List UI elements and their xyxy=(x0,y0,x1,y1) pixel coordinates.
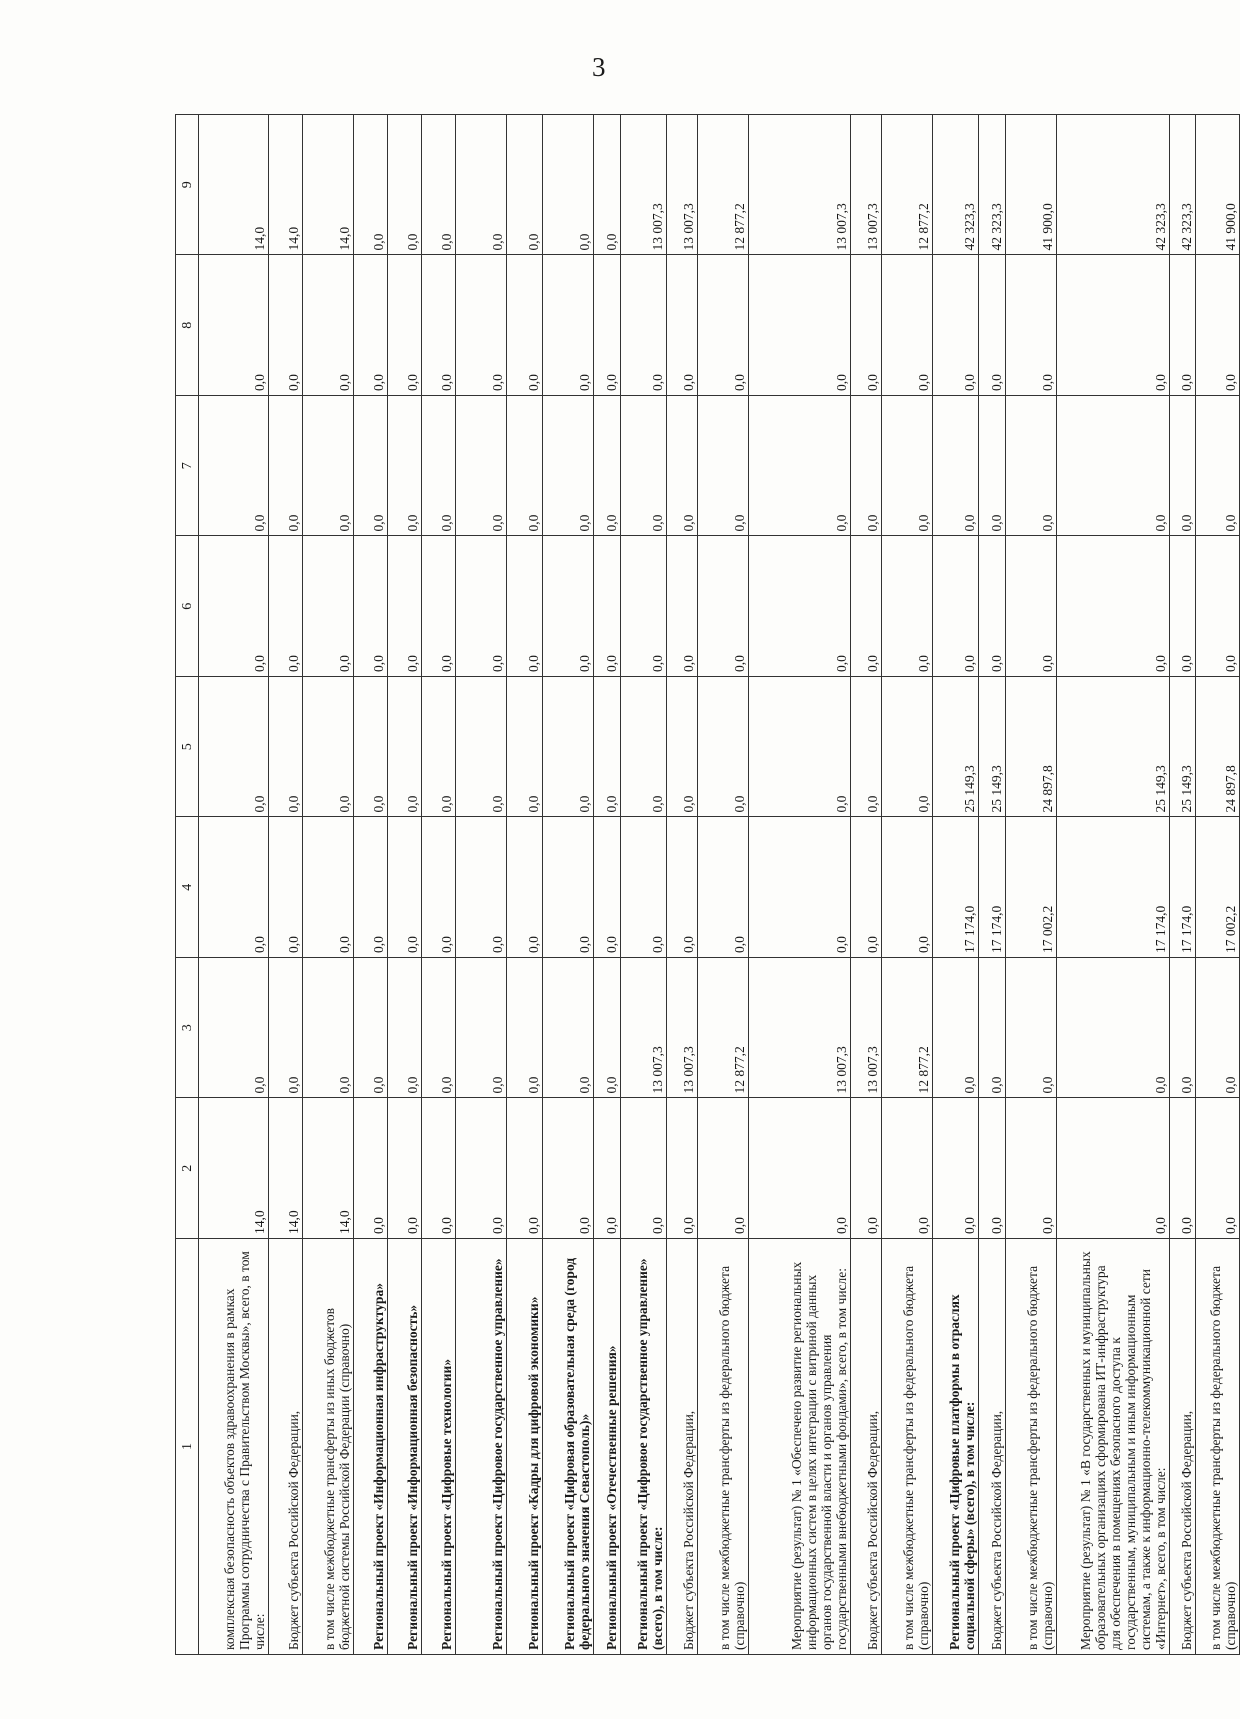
value-cell-col-6: 0,0 xyxy=(303,536,354,677)
value-cell-col-4: 0,0 xyxy=(882,817,933,958)
row-label: в том числе межбюджетные трансферты из федерального бюджета (справочно) xyxy=(1196,1239,1240,1655)
value-cell-col-5: 0,0 xyxy=(698,677,749,818)
value-cell-col-5: 0,0 xyxy=(882,677,933,818)
value-cell-col-3: 0,0 xyxy=(506,958,542,1099)
value-cell-col-5: 0,0 xyxy=(421,677,455,818)
value-cell-col-3: 12 877,2 xyxy=(882,958,933,1099)
value-cell-col-8: 0,0 xyxy=(269,255,303,396)
table-row xyxy=(979,115,1006,1655)
row-label: Бюджет субъекта Российской Федерации, xyxy=(850,1239,882,1655)
value-cell-col-6: 0,0 xyxy=(933,536,979,677)
page-number: 3 xyxy=(592,52,606,82)
value-cell-col-5: 0,0 xyxy=(199,677,269,818)
value-cell-col-2: 0,0 xyxy=(850,1098,882,1239)
value-cell-col-6: 0,0 xyxy=(388,536,422,677)
table-row xyxy=(850,115,882,1655)
value-cell-col-9: 14,0 xyxy=(303,115,354,256)
value-cell-col-6: 0,0 xyxy=(455,536,506,677)
value-cell-col-7: 0,0 xyxy=(850,396,882,537)
row-label: Региональный проект «Информационная инфраструктура» xyxy=(354,1239,388,1655)
value-cell-col-2: 0,0 xyxy=(593,1098,620,1239)
value-cell-col-9: 0,0 xyxy=(593,115,620,256)
value-cell-col-8: 0,0 xyxy=(933,255,979,396)
budget-table-container xyxy=(175,115,1240,1655)
value-cell-col-6: 0,0 xyxy=(354,536,388,677)
value-cell-col-4: 0,0 xyxy=(543,817,594,958)
value-cell-col-6: 0,0 xyxy=(850,536,882,677)
value-cell-col-9: 41 900,0 xyxy=(1005,115,1056,256)
value-cell-col-8: 0,0 xyxy=(1169,255,1196,396)
value-cell-col-5: 0,0 xyxy=(303,677,354,818)
value-cell-col-6: 0,0 xyxy=(749,536,851,677)
value-cell-col-8: 0,0 xyxy=(199,255,269,396)
column-header-7: 7 xyxy=(176,396,199,537)
value-cell-col-2: 14,0 xyxy=(269,1098,303,1239)
value-cell-col-7: 0,0 xyxy=(620,396,666,537)
row-label: в том числе межбюджетные трансферты из федерального бюджета (справочно) xyxy=(882,1239,933,1655)
value-cell-col-5: 0,0 xyxy=(850,677,882,818)
table-row xyxy=(543,115,594,1655)
value-cell-col-3: 0,0 xyxy=(1005,958,1056,1099)
value-cell-col-6: 0,0 xyxy=(269,536,303,677)
table-row xyxy=(421,115,455,1655)
value-cell-col-9: 42 323,3 xyxy=(933,115,979,256)
value-cell-col-4: 0,0 xyxy=(199,817,269,958)
value-cell-col-4: 0,0 xyxy=(354,817,388,958)
value-cell-col-7: 0,0 xyxy=(1169,396,1196,537)
row-label: Мероприятие (результат) № 1 «Обеспечено развитие региональных информационных систем в целях интеграции с витриной данных органов государственной власти и органов управления государственными внебюджетными фондами», всего, в том числе: xyxy=(749,1239,851,1655)
value-cell-col-7: 0,0 xyxy=(882,396,933,537)
value-cell-col-4: 0,0 xyxy=(620,817,666,958)
value-cell-col-4: 17 174,0 xyxy=(979,817,1006,958)
value-cell-col-2: 14,0 xyxy=(199,1098,269,1239)
value-cell-col-7: 0,0 xyxy=(1196,396,1240,537)
value-cell-col-9: 14,0 xyxy=(199,115,269,256)
value-cell-col-7: 0,0 xyxy=(199,396,269,537)
value-cell-col-4: 17 002,2 xyxy=(1196,817,1240,958)
value-cell-col-6: 0,0 xyxy=(620,536,666,677)
value-cell-col-4: 0,0 xyxy=(850,817,882,958)
value-cell-col-9: 0,0 xyxy=(388,115,422,256)
value-cell-col-3: 0,0 xyxy=(421,958,455,1099)
value-cell-col-5: 0,0 xyxy=(506,677,542,818)
value-cell-col-2: 0,0 xyxy=(666,1098,698,1239)
value-cell-col-3: 12 877,2 xyxy=(698,958,749,1099)
value-cell-col-6: 0,0 xyxy=(543,536,594,677)
value-cell-col-2: 0,0 xyxy=(455,1098,506,1239)
column-header-9: 9 xyxy=(176,115,199,256)
value-cell-col-6: 0,0 xyxy=(506,536,542,677)
value-cell-col-3: 13 007,3 xyxy=(620,958,666,1099)
value-cell-col-9: 0,0 xyxy=(506,115,542,256)
value-cell-col-2: 0,0 xyxy=(1169,1098,1196,1239)
value-cell-col-4: 0,0 xyxy=(698,817,749,958)
value-cell-col-4: 0,0 xyxy=(269,817,303,958)
value-cell-col-3: 13 007,3 xyxy=(749,958,851,1099)
value-cell-col-7: 0,0 xyxy=(698,396,749,537)
table-row xyxy=(1169,115,1196,1655)
value-cell-col-9: 0,0 xyxy=(543,115,594,256)
value-cell-col-8: 0,0 xyxy=(620,255,666,396)
value-cell-col-3: 0,0 xyxy=(455,958,506,1099)
value-cell-col-2: 0,0 xyxy=(620,1098,666,1239)
value-cell-col-2: 0,0 xyxy=(543,1098,594,1239)
value-cell-col-9: 13 007,3 xyxy=(666,115,698,256)
column-header-6: 6 xyxy=(176,536,199,677)
value-cell-col-8: 0,0 xyxy=(1005,255,1056,396)
value-cell-col-7: 0,0 xyxy=(666,396,698,537)
value-cell-col-8: 0,0 xyxy=(1196,255,1240,396)
value-cell-col-7: 0,0 xyxy=(421,396,455,537)
value-cell-col-3: 0,0 xyxy=(543,958,594,1099)
table-row xyxy=(666,115,698,1655)
column-header-2: 2 xyxy=(176,1098,199,1239)
value-cell-col-2: 0,0 xyxy=(354,1098,388,1239)
value-cell-col-5: 0,0 xyxy=(455,677,506,818)
value-cell-col-4: 0,0 xyxy=(421,817,455,958)
value-cell-col-4: 17 174,0 xyxy=(1056,817,1169,958)
value-cell-col-2: 0,0 xyxy=(933,1098,979,1239)
value-cell-col-2: 0,0 xyxy=(979,1098,1006,1239)
value-cell-col-5: 0,0 xyxy=(388,677,422,818)
table-row xyxy=(593,115,620,1655)
table-row xyxy=(455,115,506,1655)
table-row xyxy=(388,115,422,1655)
value-cell-col-5: 0,0 xyxy=(543,677,594,818)
value-cell-col-5: 0,0 xyxy=(269,677,303,818)
value-cell-col-2: 0,0 xyxy=(1056,1098,1169,1239)
value-cell-col-3: 0,0 xyxy=(933,958,979,1099)
value-cell-col-9: 0,0 xyxy=(421,115,455,256)
value-cell-col-2: 14,0 xyxy=(303,1098,354,1239)
value-cell-col-7: 0,0 xyxy=(354,396,388,537)
table-row xyxy=(933,115,979,1655)
value-cell-col-8: 0,0 xyxy=(543,255,594,396)
value-cell-col-8: 0,0 xyxy=(593,255,620,396)
value-cell-col-8: 0,0 xyxy=(749,255,851,396)
table-row xyxy=(354,115,388,1655)
table-row xyxy=(269,115,303,1655)
value-cell-col-6: 0,0 xyxy=(199,536,269,677)
value-cell-col-6: 0,0 xyxy=(1169,536,1196,677)
value-cell-col-3: 0,0 xyxy=(269,958,303,1099)
row-label: Региональный проект «Отечественные решения» xyxy=(593,1239,620,1655)
value-cell-col-4: 0,0 xyxy=(749,817,851,958)
row-label: Бюджет субъекта Российской Федерации, xyxy=(269,1239,303,1655)
column-header-1: 1 xyxy=(176,1239,199,1655)
value-cell-col-2: 0,0 xyxy=(421,1098,455,1239)
value-cell-col-3: 0,0 xyxy=(593,958,620,1099)
budget-table xyxy=(175,114,1240,1655)
value-cell-col-9: 12 877,2 xyxy=(698,115,749,256)
value-cell-col-5: 0,0 xyxy=(666,677,698,818)
value-cell-col-6: 0,0 xyxy=(1056,536,1169,677)
value-cell-col-4: 0,0 xyxy=(388,817,422,958)
value-cell-col-6: 0,0 xyxy=(593,536,620,677)
column-header-4: 4 xyxy=(176,817,199,958)
value-cell-col-8: 0,0 xyxy=(882,255,933,396)
value-cell-col-3: 0,0 xyxy=(1056,958,1169,1099)
value-cell-col-7: 0,0 xyxy=(1005,396,1056,537)
value-cell-col-9: 42 323,3 xyxy=(979,115,1006,256)
value-cell-col-9: 0,0 xyxy=(455,115,506,256)
column-header-3: 3 xyxy=(176,958,199,1099)
value-cell-col-6: 0,0 xyxy=(421,536,455,677)
value-cell-col-4: 0,0 xyxy=(593,817,620,958)
value-cell-col-9: 13 007,3 xyxy=(749,115,851,256)
row-label: Региональный проект «Цифровая образовательная среда (город федерального значения Севастополь)» xyxy=(543,1239,594,1655)
value-cell-col-2: 0,0 xyxy=(698,1098,749,1239)
value-cell-col-9: 42 323,3 xyxy=(1056,115,1169,256)
value-cell-col-7: 0,0 xyxy=(749,396,851,537)
table-row xyxy=(1005,115,1056,1655)
value-cell-col-4: 17 002,2 xyxy=(1005,817,1056,958)
value-cell-col-3: 0,0 xyxy=(1196,958,1240,1099)
value-cell-col-2: 0,0 xyxy=(506,1098,542,1239)
value-cell-col-3: 13 007,3 xyxy=(666,958,698,1099)
value-cell-col-4: 0,0 xyxy=(455,817,506,958)
row-label: Бюджет субъекта Российской Федерации, xyxy=(979,1239,1006,1655)
row-label: Региональный проект «Цифровые технологии» xyxy=(421,1239,455,1655)
value-cell-col-4: 0,0 xyxy=(506,817,542,958)
value-cell-col-5: 24 897,8 xyxy=(1196,677,1240,818)
value-cell-col-5: 25 149,3 xyxy=(979,677,1006,818)
value-cell-col-9: 12 877,2 xyxy=(882,115,933,256)
value-cell-col-8: 0,0 xyxy=(354,255,388,396)
table-body xyxy=(199,115,1240,1655)
value-cell-col-3: 0,0 xyxy=(1169,958,1196,1099)
value-cell-col-5: 25 149,3 xyxy=(933,677,979,818)
rotated-table-frame xyxy=(175,115,1240,1655)
row-label: Региональный проект «Цифровое государственное управление» (всего), в том числе: xyxy=(620,1239,666,1655)
value-cell-col-6: 0,0 xyxy=(882,536,933,677)
row-label: Бюджет субъекта Российской Федерации, xyxy=(666,1239,698,1655)
value-cell-col-5: 25 149,3 xyxy=(1169,677,1196,818)
value-cell-col-4: 17 174,0 xyxy=(1169,817,1196,958)
value-cell-col-6: 0,0 xyxy=(698,536,749,677)
table-row xyxy=(698,115,749,1655)
value-cell-col-9: 13 007,3 xyxy=(850,115,882,256)
value-cell-col-7: 0,0 xyxy=(933,396,979,537)
row-label: Региональный проект «Цифровое государственное управление» xyxy=(455,1239,506,1655)
table-row xyxy=(199,115,269,1655)
value-cell-col-8: 0,0 xyxy=(850,255,882,396)
value-cell-col-8: 0,0 xyxy=(506,255,542,396)
row-label: комплексная безопасность объектов здравоохранения в рамках Программы сотрудничества с Правительством Москвы», всего, в том числе: xyxy=(199,1239,269,1655)
value-cell-col-7: 0,0 xyxy=(269,396,303,537)
value-cell-col-9: 41 900,0 xyxy=(1196,115,1240,256)
row-label: Региональный проект «Информационная безопасность» xyxy=(388,1239,422,1655)
value-cell-col-7: 0,0 xyxy=(1056,396,1169,537)
value-cell-col-7: 0,0 xyxy=(455,396,506,537)
value-cell-col-2: 0,0 xyxy=(882,1098,933,1239)
value-cell-col-2: 0,0 xyxy=(1005,1098,1056,1239)
row-label: в том числе межбюджетные трансферты из федерального бюджета (справочно) xyxy=(1005,1239,1056,1655)
value-cell-col-8: 0,0 xyxy=(979,255,1006,396)
value-cell-col-5: 0,0 xyxy=(620,677,666,818)
table-row xyxy=(303,115,354,1655)
value-cell-col-8: 0,0 xyxy=(666,255,698,396)
value-cell-col-3: 13 007,3 xyxy=(850,958,882,1099)
value-cell-col-3: 0,0 xyxy=(388,958,422,1099)
value-cell-col-2: 0,0 xyxy=(388,1098,422,1239)
value-cell-col-3: 0,0 xyxy=(199,958,269,1099)
row-label: Бюджет субъекта Российской Федерации, xyxy=(1169,1239,1196,1655)
value-cell-col-7: 0,0 xyxy=(388,396,422,537)
value-cell-col-6: 0,0 xyxy=(979,536,1006,677)
value-cell-col-2: 0,0 xyxy=(749,1098,851,1239)
table-row xyxy=(1196,115,1240,1655)
value-cell-col-5: 25 149,3 xyxy=(1056,677,1169,818)
value-cell-col-7: 0,0 xyxy=(593,396,620,537)
value-cell-col-5: 24 897,8 xyxy=(1005,677,1056,818)
value-cell-col-7: 0,0 xyxy=(979,396,1006,537)
table-row xyxy=(749,115,851,1655)
row-label: Региональный проект «Кадры для цифровой экономики» xyxy=(506,1239,542,1655)
value-cell-col-7: 0,0 xyxy=(543,396,594,537)
row-label: Региональный проект «Цифровые платформы в отраслях социальной сферы» (всего), в том числе: xyxy=(933,1239,979,1655)
value-cell-col-8: 0,0 xyxy=(698,255,749,396)
value-cell-col-8: 0,0 xyxy=(303,255,354,396)
value-cell-col-6: 0,0 xyxy=(1196,536,1240,677)
value-cell-col-9: 14,0 xyxy=(269,115,303,256)
value-cell-col-4: 0,0 xyxy=(666,817,698,958)
value-cell-col-9: 0,0 xyxy=(354,115,388,256)
table-row xyxy=(506,115,542,1655)
value-cell-col-9: 42 323,3 xyxy=(1169,115,1196,256)
value-cell-col-9: 13 007,3 xyxy=(620,115,666,256)
table-row xyxy=(1056,115,1169,1655)
value-cell-col-5: 0,0 xyxy=(354,677,388,818)
value-cell-col-8: 0,0 xyxy=(421,255,455,396)
value-cell-col-7: 0,0 xyxy=(506,396,542,537)
row-label: в том числе межбюджетные трансферты из иных бюджетов бюджетной системы Российской Федерации (справочно) xyxy=(303,1239,354,1655)
table-row xyxy=(882,115,933,1655)
value-cell-col-3: 0,0 xyxy=(354,958,388,1099)
value-cell-col-3: 0,0 xyxy=(303,958,354,1099)
column-header-5: 5 xyxy=(176,677,199,818)
value-cell-col-5: 0,0 xyxy=(749,677,851,818)
value-cell-col-3: 0,0 xyxy=(979,958,1006,1099)
value-cell-col-8: 0,0 xyxy=(388,255,422,396)
value-cell-col-6: 0,0 xyxy=(666,536,698,677)
row-label: Мероприятие (результат) № 1 «В государственных и муниципальных образовательных организациях сформирована ИТ-инфраструктура для обеспечения в помещениях безопасного доступа к государственным, муниципальным и иным информационным системам, а также к информационно-телекоммуникационной сети «Интернет», всего, в том числе: xyxy=(1056,1239,1169,1655)
value-cell-col-8: 0,0 xyxy=(455,255,506,396)
value-cell-col-5: 0,0 xyxy=(593,677,620,818)
row-label: в том числе межбюджетные трансферты из федерального бюджета (справочно) xyxy=(698,1239,749,1655)
value-cell-col-4: 0,0 xyxy=(303,817,354,958)
value-cell-col-7: 0,0 xyxy=(303,396,354,537)
column-header-8: 8 xyxy=(176,255,199,396)
table-header-row xyxy=(176,115,199,1655)
value-cell-col-8: 0,0 xyxy=(1056,255,1169,396)
table-row xyxy=(620,115,666,1655)
value-cell-col-6: 0,0 xyxy=(1005,536,1056,677)
value-cell-col-2: 0,0 xyxy=(1196,1098,1240,1239)
value-cell-col-4: 17 174,0 xyxy=(933,817,979,958)
